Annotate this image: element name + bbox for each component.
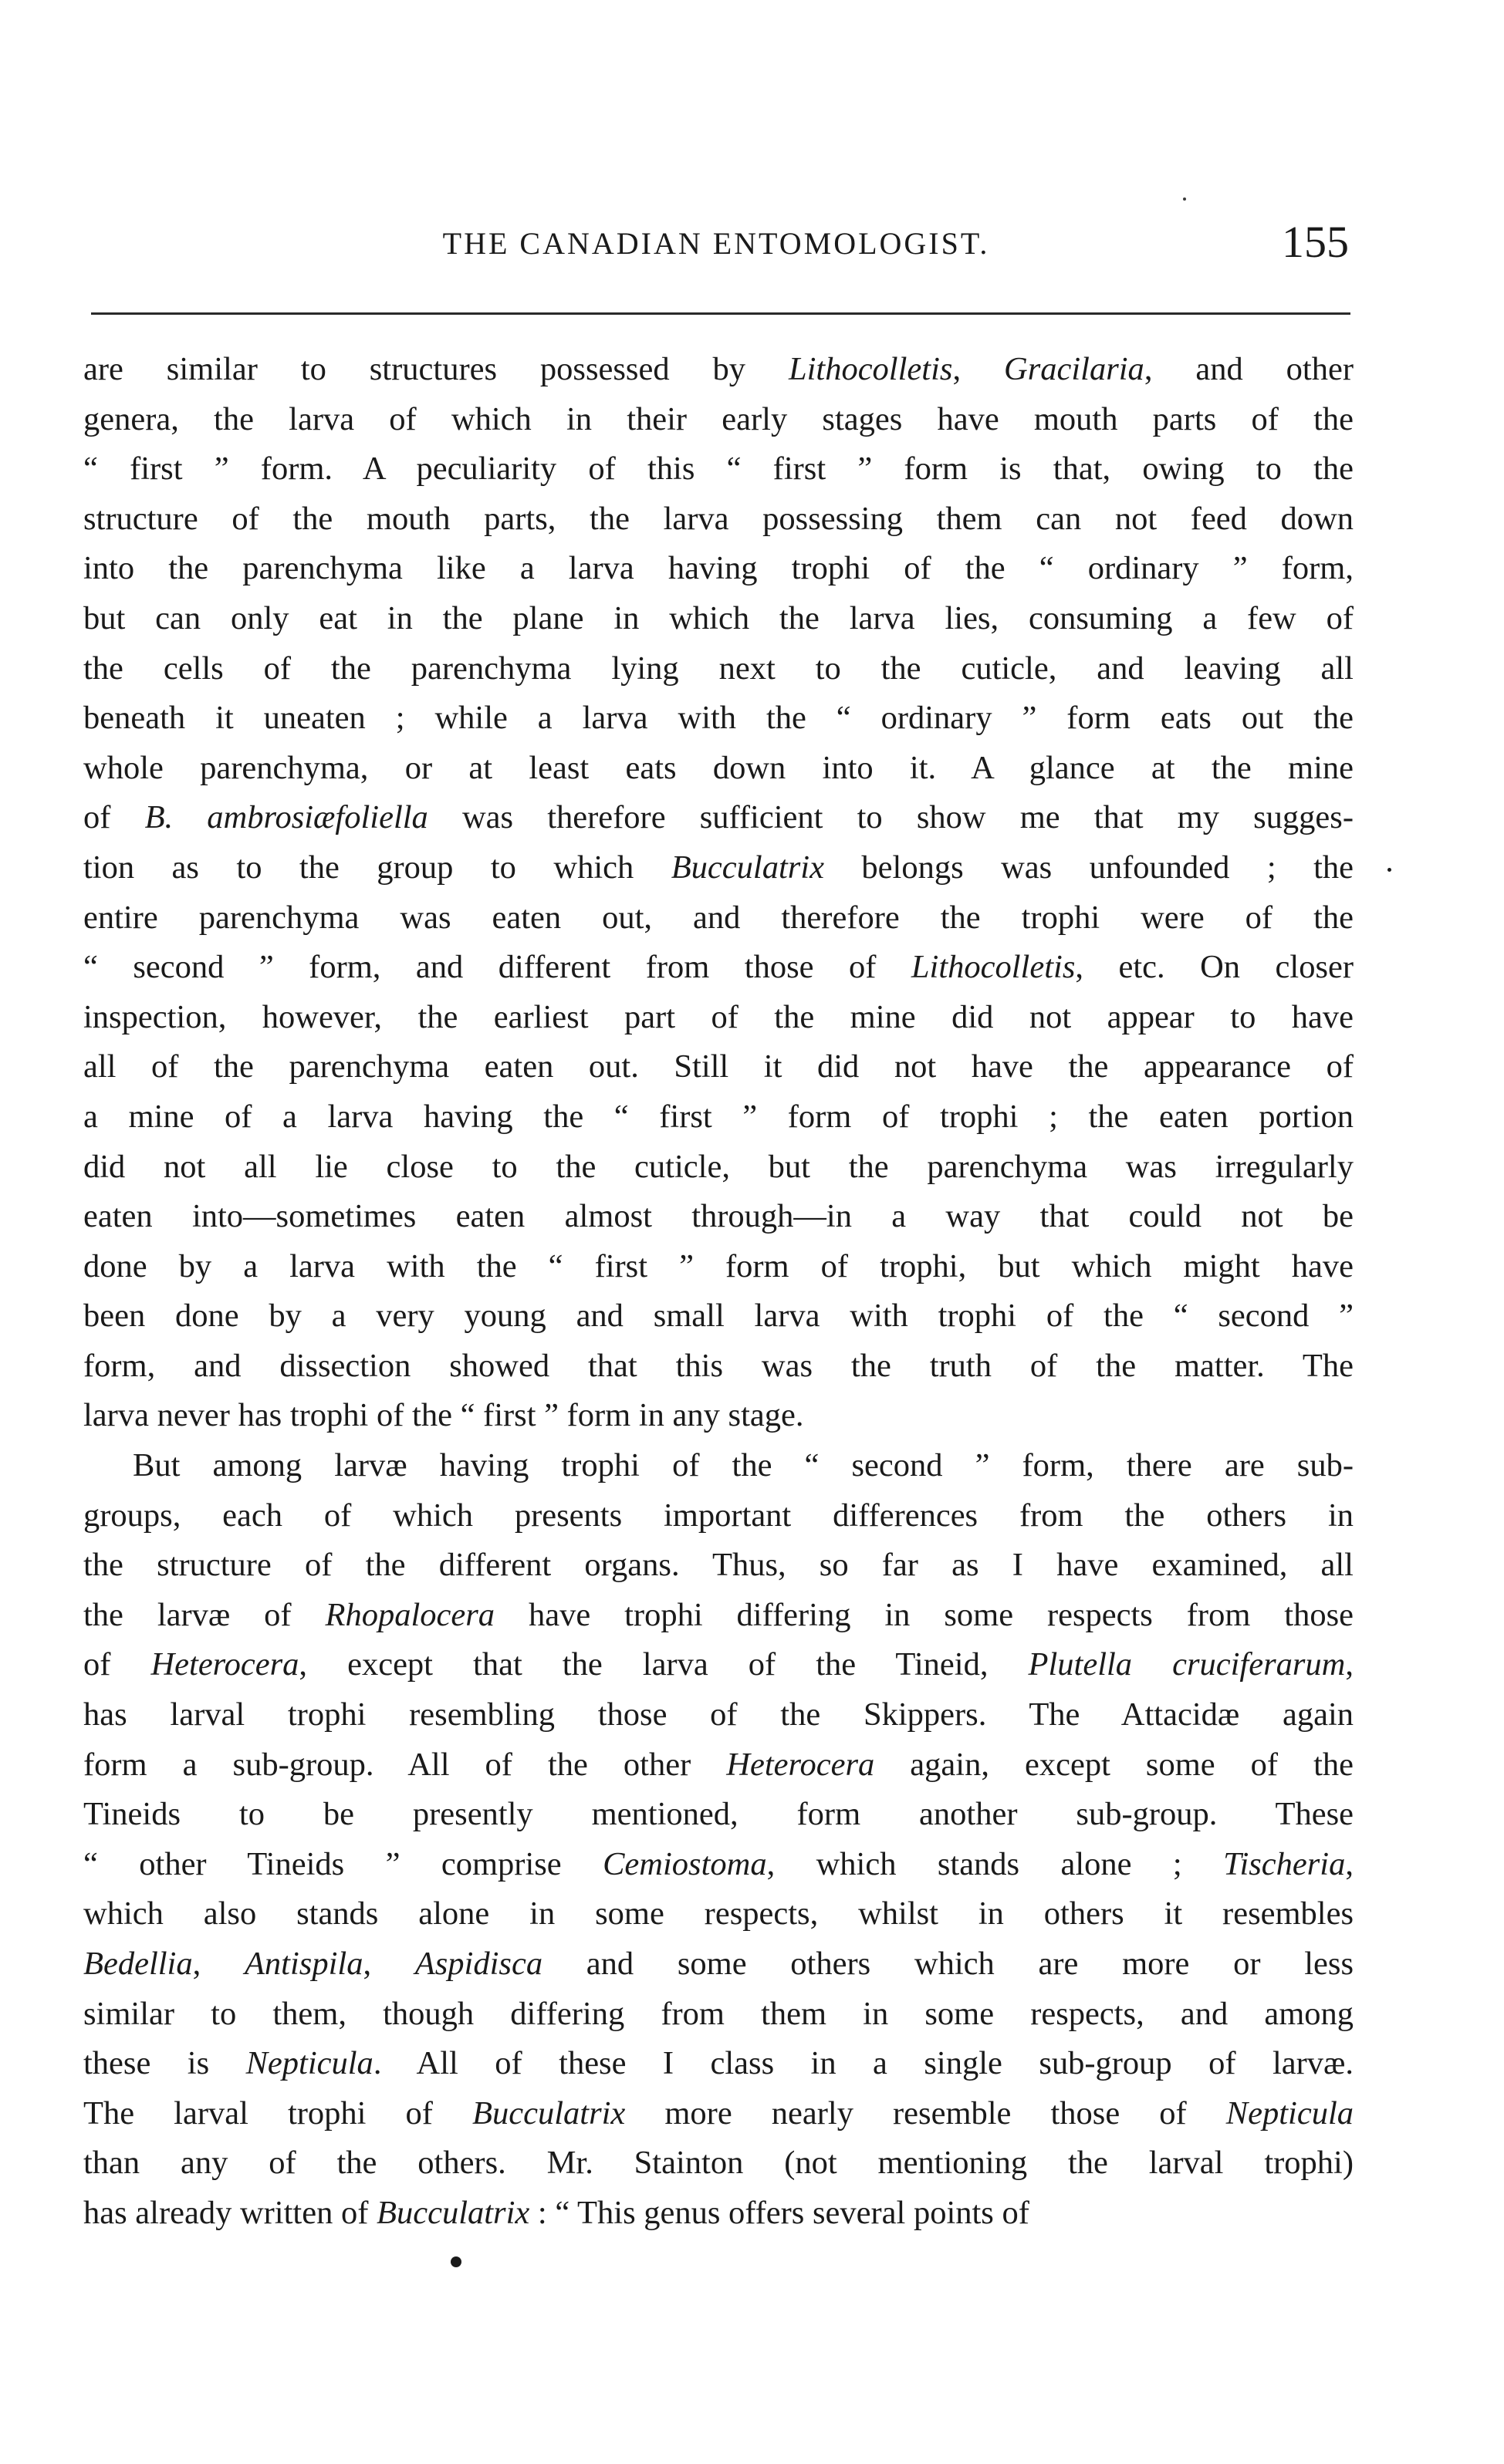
text-line [83, 494, 1354, 545]
text-run: , which stands alone ; [766, 1845, 1224, 1882]
text-run: structure of the mouth parts, the larva possessing them can not feed down [83, 500, 1354, 537]
text-line [83, 1042, 1354, 1092]
italic-term: Cemiostoma [603, 1845, 767, 1882]
text-run: whole parenchyma, or at least eats down into it. A glance at the mine [83, 749, 1354, 786]
text-run: done by a larva with the “ first ” form of trophi, but which might have [83, 1247, 1354, 1284]
running-head [83, 217, 1349, 279]
body-text [83, 345, 1354, 2239]
text-line [83, 1092, 1354, 1143]
journal-title: THE CANADIAN ENTOMOLOGIST. [442, 226, 990, 261]
text-run: the larvæ of [83, 1596, 326, 1633]
text-run: did not all lie close to the cuticle, but the parenchyma was irregularly [83, 1148, 1354, 1185]
text-run: The larval trophi of [83, 2094, 473, 2132]
italic-term: Heterocera [150, 1646, 299, 1683]
italic-term: Nepticula [245, 2045, 373, 2082]
text-line [83, 1690, 1354, 1740]
text-line [83, 1242, 1354, 1292]
italic-term: Bucculatrix [671, 849, 824, 886]
text-line [83, 744, 1354, 794]
text-line [83, 1143, 1354, 1193]
text-line [83, 993, 1354, 1043]
text-run: , [363, 1946, 415, 1982]
italic-term: B. ambrosiæfoliella [144, 799, 428, 836]
text-run: : “ This genus offers several points of [529, 2194, 1029, 2231]
text-run: inspection, however, the earliest part of the mine did not appear to have [83, 998, 1354, 1035]
text-run: , except that the larva of the Tineid, [299, 1646, 1029, 1683]
text-line [83, 1192, 1354, 1242]
text-line [83, 843, 1354, 893]
text-line [83, 2089, 1354, 2139]
italic-term: Lithocolletis [788, 351, 953, 387]
text-run: , and other [1144, 351, 1354, 387]
text-run: which also stands alone in some respects, whilst in others it resembles [83, 1895, 1354, 1932]
text-run: has larval trophi resembling those of the Skippers. The Attacidæ again [83, 1696, 1354, 1733]
text-run: . All of these I class in a single sub-group of larvæ. [373, 2045, 1354, 2082]
text-run: all of the parenchyma eaten out. Still it did not have the appearance of [83, 1048, 1354, 1085]
text-line [83, 793, 1354, 843]
text-run: these is [83, 2045, 246, 2082]
text-line [83, 594, 1354, 644]
text-line [83, 1491, 1354, 1541]
italic-term: Bucculatrix [377, 2194, 530, 2231]
italic-term: Bucculatrix [472, 2094, 626, 2132]
text-run: form, and dissection showed that this was the truth of the matter. The [83, 1347, 1354, 1384]
text-run: the structure of the different organs. Thus, so far as I have examined, all [83, 1547, 1354, 1584]
text-line [83, 1391, 1354, 1441]
signature-mark [451, 2256, 461, 2267]
text-line [83, 1640, 1354, 1690]
text-line [83, 1889, 1354, 1939]
text-run: But among larvæ having trophi of the “ second ” form, there are sub- [133, 1447, 1354, 1484]
text-line [83, 893, 1354, 943]
text-line [83, 1740, 1354, 1791]
italic-term: Antispila [244, 1946, 363, 1982]
text-line [83, 444, 1354, 494]
print-speck [1183, 197, 1186, 201]
text-line [83, 943, 1354, 993]
text-run: a mine of a larva having the “ first ” form of trophi ; the eaten portion [83, 1098, 1354, 1135]
text-line [83, 1541, 1354, 1591]
text-line [83, 1291, 1354, 1342]
text-line [83, 2189, 1354, 2239]
text-run: genera, the larva of which in their early stages have mouth parts of the [83, 400, 1354, 437]
margin-speck [1387, 868, 1391, 872]
text-run: the cells of the parenchyma lying next to the cuticle, and leaving all [83, 650, 1354, 687]
italic-term: Gracilaria [1004, 351, 1144, 387]
text-run: , [1345, 1845, 1354, 1882]
text-line [83, 644, 1354, 694]
text-line [83, 694, 1354, 744]
italic-term: Rhopalocera [325, 1596, 495, 1633]
text-run: tion as to the group to which [83, 849, 671, 886]
text-run: entire parenchyma was eaten out, and therefore the trophi were of the [83, 899, 1354, 936]
text-run: form a sub-group. All of the other [83, 1746, 727, 1783]
italic-term: Lithocolletis [911, 949, 1076, 986]
text-run: beneath it uneaten ; while a larva with the “ ordinary ” form eats out the [83, 700, 1354, 737]
text-run: into the parenchyma like a larva having trophi of the “ ordinary ” form, [83, 550, 1354, 587]
italic-term: Tischeria [1223, 1845, 1346, 1882]
text-run: , [952, 351, 1004, 387]
italic-term: Heterocera [726, 1746, 875, 1783]
text-line [83, 2039, 1354, 2089]
text-run: belongs was unfounded ; the [823, 849, 1354, 886]
text-run: has already written of [83, 2194, 377, 2231]
text-run: eaten into—sometimes eaten almost through—in a way that could not be [83, 1198, 1354, 1235]
text-line [83, 1939, 1354, 1990]
text-run: similar to them, though differing from them in some respects, and among [83, 1995, 1354, 2032]
page-number: 155 [1282, 217, 1349, 267]
text-line [83, 2138, 1354, 2189]
text-run: , etc. On closer [1075, 949, 1354, 986]
text-run: and some others which are more or less [542, 1946, 1354, 1982]
italic-term: Aspidisca [414, 1946, 543, 1982]
header-rule [91, 312, 1350, 315]
text-line [83, 395, 1354, 445]
text-run: of [83, 1646, 151, 1683]
text-run: , [192, 1946, 245, 1982]
text-run: “ second ” form, and different from those of [83, 949, 911, 986]
text-line [83, 1441, 1354, 1491]
text-run: but can only eat in the plane in which the larva lies, consuming a few of [83, 599, 1354, 636]
text-run: “ other Tineids ” comprise [83, 1845, 603, 1882]
italic-term: Plutella cruciferarum [1028, 1646, 1346, 1683]
text-line [83, 1990, 1354, 2040]
text-run: was therefore sufficient to show me that my sugges- [428, 799, 1354, 836]
text-line [83, 1840, 1354, 1890]
text-run: “ first ” form. A peculiarity of this “ first ” form is that, owing to the [83, 451, 1354, 488]
text-run: , [1345, 1646, 1354, 1683]
text-run: Tineids to be presently mentioned, form another sub-group. These [83, 1796, 1354, 1833]
text-run: groups, each of which presents important differences from the others in [83, 1497, 1354, 1534]
text-run: have trophi differing in some respects from those [495, 1596, 1354, 1633]
text-run: again, except some of the [874, 1746, 1354, 1783]
text-run: are similar to structures possessed by [83, 351, 789, 387]
text-line [83, 1342, 1354, 1392]
italic-term: Bedellia [83, 1946, 193, 1982]
text-run: been done by a very young and small larva with trophi of the “ second ” [83, 1298, 1354, 1335]
text-run: than any of the others. Mr. Stainton (not mentioning the larval trophi) [83, 2145, 1354, 2182]
text-run: of [83, 799, 145, 836]
text-line [83, 1591, 1354, 1641]
text-line [83, 345, 1354, 395]
text-line [83, 1790, 1354, 1840]
text-run: more nearly resemble those of [625, 2094, 1226, 2132]
text-line [83, 544, 1354, 594]
italic-term: Nepticula [1225, 2094, 1354, 2132]
text-run: larva never has trophi of the “ first ” form in any stage. [83, 1397, 804, 1434]
